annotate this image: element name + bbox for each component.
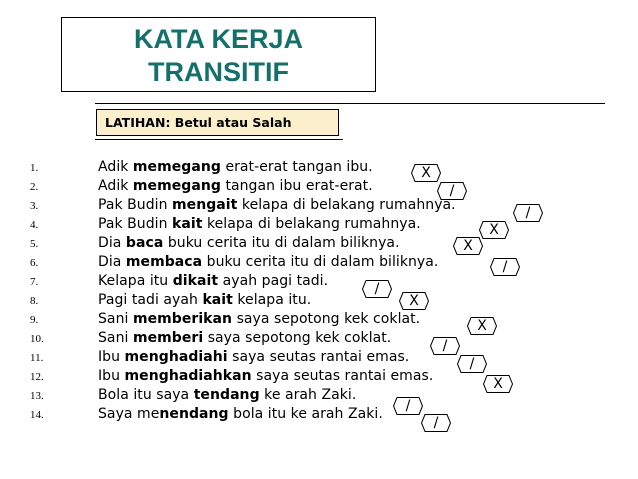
sentence-verb: mengait [172,197,238,213]
item-sentence [98,348,409,367]
item-number: 12. [30,371,44,383]
sentence-prefix: Dia [98,235,126,251]
item-sentence [98,215,421,234]
item-sentence [98,177,373,196]
sentence-prefix: Pagi tadi ayah [98,292,203,308]
sentence-suffix: saya seutas rantai emas. [227,349,410,365]
sentence-suffix: kelapa itu. [232,292,312,308]
answer-mark-text: X [477,318,487,334]
answer-mark [421,414,451,432]
title-line-1: KATA KERJA [133,24,303,54]
sentence-verb: memegang [132,178,221,194]
item-number: 3. [30,200,39,212]
top-divider [95,103,605,104]
answer-mark-text: / [442,338,448,354]
exercise-label: LATIHAN: Betul atau Salah [96,109,339,136]
sentence-verb: baca [125,235,164,251]
answer-mark-text: X [409,293,419,309]
sentence-prefix: Adik [98,178,133,194]
item-sentence [98,253,438,272]
sentence-suffix: buku cerita itu di dalam biliknya. [163,235,400,251]
item-sentence [98,367,433,386]
sentence-verb: menghadiahi [124,349,228,365]
sentence-prefix: Ibu [98,368,125,384]
exercise-label-underline [95,139,343,140]
answer-mark [430,337,460,355]
answer-mark [513,204,543,222]
sentence-verb: memberikan [132,311,233,327]
answer-mark [411,164,441,182]
sentence-prefix: Sani [98,311,133,327]
sentence-prefix: Kelapa itu [98,273,173,289]
answer-mark-text: / [449,183,455,199]
sentence-prefix: Pak Budin [98,216,173,232]
item-sentence [98,329,391,348]
answer-mark [453,237,483,255]
sentence-suffix: saya sepotong kek coklat. [203,330,392,346]
sentence-prefix: Pak Budin [98,197,173,213]
item-sentence [98,234,400,253]
sentence-verb: dikait [172,273,219,289]
item-number: 6. [30,257,39,269]
item-sentence [98,196,456,215]
answer-mark [483,375,513,393]
item-number: 10. [30,333,44,345]
answer-mark [399,292,429,310]
sentence-verb: membaca [125,254,203,270]
sentence-suffix: tangan ibu erat-erat. [220,178,373,194]
answer-mark-text: / [525,205,531,221]
answer-mark [362,280,392,298]
item-number: 8. [30,295,39,307]
sentence-suffix: saya sepotong kek coklat. [232,311,421,327]
sentence-suffix: saya seutas rantai emas. [251,368,434,384]
item-number: 4. [30,219,39,231]
answer-mark [467,317,497,335]
answer-mark-text: / [433,415,439,431]
sentence-verb: nendang [159,406,229,422]
sentence-prefix: Ibu [98,349,125,365]
sentence-suffix: kelapa di belakang rumahnya. [237,197,456,213]
item-number: 7. [30,276,39,288]
sentence-verb: menghadiahkan [124,368,252,384]
answer-mark [490,258,520,276]
answer-mark-text: / [502,259,508,275]
item-sentence [98,291,311,310]
sentence-verb: memberi [132,330,204,346]
answer-mark [393,397,423,415]
answer-mark-text: / [405,398,411,414]
item-sentence [98,405,383,424]
sentence-suffix: ke arah Zaki. [259,387,357,403]
item-number: 5. [30,238,39,250]
item-number: 2. [30,181,39,193]
sentence-verb: memegang [132,159,221,175]
sentence-prefix: Bola itu saya [98,387,194,403]
answer-mark-text: X [489,222,499,238]
item-sentence [98,158,373,177]
item-number: 11. [30,352,44,364]
sentence-suffix: ayah pagi tadi. [218,273,329,289]
answer-mark-text: / [374,281,380,297]
item-sentence [98,310,420,329]
item-number: 14. [30,409,44,421]
answer-mark-text: / [469,356,475,372]
sentence-verb: tendang [193,387,260,403]
item-number: 13. [30,390,44,402]
answer-mark-text: X [421,165,431,181]
item-sentence [98,272,328,291]
item-sentence [98,386,356,405]
sentence-suffix: buku cerita itu di dalam biliknya. [202,254,439,270]
item-number: 1. [30,162,39,174]
title-line-2: TRANSITIF [148,57,289,87]
sentence-prefix: Sani [98,330,133,346]
answer-mark-text: X [493,376,503,392]
sentence-verb: kait [202,292,233,308]
sentence-prefix: Dia [98,254,126,270]
item-number: 9. [30,314,39,326]
answer-mark [479,221,509,239]
answer-mark [457,355,487,373]
sentence-suffix: erat-erat tangan ibu. [220,159,373,175]
sentence-prefix: Saya me [98,406,160,422]
sentence-verb: kait [172,216,203,232]
sentence-suffix: kelapa di belakang rumahnya. [202,216,421,232]
title-box [61,17,376,92]
sentence-prefix: Adik [98,159,133,175]
sentence-suffix: bola itu ke arah Zaki. [228,406,383,422]
answer-mark-text: X [463,238,473,254]
